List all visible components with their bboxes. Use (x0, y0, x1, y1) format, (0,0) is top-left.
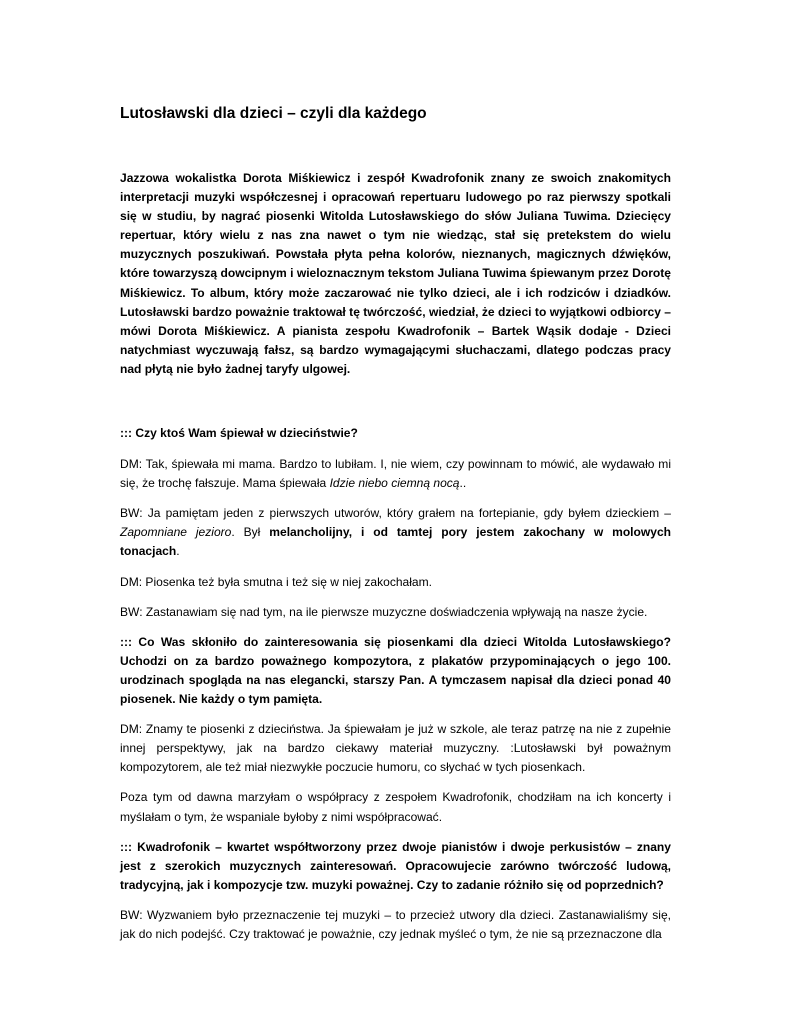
answer-bw-2: BW: Zastanawiam się nad tym, na ile pierwsze muzyczne doświadczenia wpływają na nasze życie. (120, 604, 648, 619)
answer-dm-1-text: DM: Tak, śpiewała mi mama. Bardzo to lubiłam. I, nie wiem, czy powinnam to mówić, ale wydawało mi się, że trochę fałszuje. Mama śpiewała (120, 457, 671, 491)
answer-dm-2: DM: Piosenka też była smutna i też się w niej zakochałam. (120, 574, 433, 589)
question-1: ::: Czy ktoś Wam śpiewał w dzieciństwie? (120, 426, 358, 440)
answer-bw-1-emphasis: melancholijny, i od tamtej pory jestem zakochany w molowych tonacjach (120, 525, 672, 559)
song-title-idzie-niebo: Idzie niebo ciemną nocą (329, 476, 460, 491)
answer-bw-3: BW: Wyzwaniem było przeznaczenie tej muzyki – to przecież utwory dla dzieci. Zastanawialiśmy się, jak do nich podejść. Czy traktować je poważnie, czy jednak myśleć o tym, że nie są przeznaczone dla (120, 907, 671, 941)
page-title: Lutosławski dla dzieci – czyli dla każdego (120, 105, 427, 122)
answer-dm-3: DM: Znamy te piosenki z dzieciństwa. Ja śpiewałam je już w szkole, ale teraz patrzę na nie z zupełnie innej perspektywy, jak na bardzo ciekawy materiał muzyczny. :Lutosławski był poważnym kompozytorem, ale też miał niezwykłe poczucie humoru, co słychać w tych piosenkach. (120, 722, 671, 775)
question-3: ::: Kwadrofonik – kwartet współtworzony przez dwoje pianistów i dwoje perkusistów – znany jest z szerokich muzycznych zainteresowań. Opracowujecie zarówno twórczość ludową, tradycyjną, jak i kompozycje tzw. muzyki poważnej. Czy to zadanie różniło się od poprzednich? (120, 839, 671, 892)
answer-bw-1 (120, 504, 671, 561)
answer-dm-1 (120, 455, 671, 493)
answer-dm-4: Poza tym od dawna marzyłam o współpracy z zespołem Kwadrofonik, chodziłam na ich koncerty i myślałam o tym, że wspaniale byłoby z nimi współpracować. (120, 790, 671, 824)
answer-bw-1-text: BW: Ja pamiętam jeden z pierwszych utworów, który grałem na fortepianie, gdy byłem dzieckiem – (120, 506, 671, 521)
question-2: ::: Co Was skłoniło do zainteresowania się piosenkami dla dzieci Witolda Lutosławskiego? Uchodzi on za bardzo poważnego kompozytora, z plakatów przypominających o jego 100. urodzinach spogląda na nas elegancki, starszy Pan. A tymczasem napisał dla dzieci ponad 40 piosenek. Nie każdy o tym pamięta. (120, 634, 671, 707)
song-title-zapomniane-jezioro: Zapomniane jezioro (120, 525, 232, 540)
answer-bw-1-end: . (176, 544, 180, 559)
interview-body (120, 424, 671, 955)
answer-bw-1-mid: . Był (231, 525, 270, 540)
answer-dm-1-end: .. (459, 476, 467, 491)
intro-paragraph: Jazzowa wokalistka Dorota Miśkiewicz i zespół Kwadrofonik znany ze swoich znakomitych interpretacji muzyki współczesnej i opracowań repertuaru ludowego po raz pierwszy spotkali się w studiu, by nagrać piosenki Witolda Lutosławskiego do słów Juliana Tuwima. Dziecięcy repertuar, który wielu z nas zna nawet o tym nie wiedząc, stał się pretekstem do wielu muzycznych poszukiwań. Powstała płyta pełna kolorów, nieznanych, magicznych dźwięków, które towarzyszą dowcipnym i wieloznacznym tekstom Juliana Tuwima śpiewanym przez Dorotę Miśkiewicz. To album, który może zaczarować nie tylko dzieci, ale i ich rodziców i dziadków. Lutosławski bardzo poważnie traktował tę twórczość, wiedział, że dzieci to wyjątkowi odbiorcy – mówi Dorota Miśkiewicz. A pianista zespołu Kwadrofonik – Bartek Wąsik dodaje - Dzieci natychmiast wyczuwają fałsz, są bardzo wymagającymi słuchaczami, dlatego podczas pracy nad płytą nie było żadnej taryfy ulgowej. (120, 171, 671, 376)
